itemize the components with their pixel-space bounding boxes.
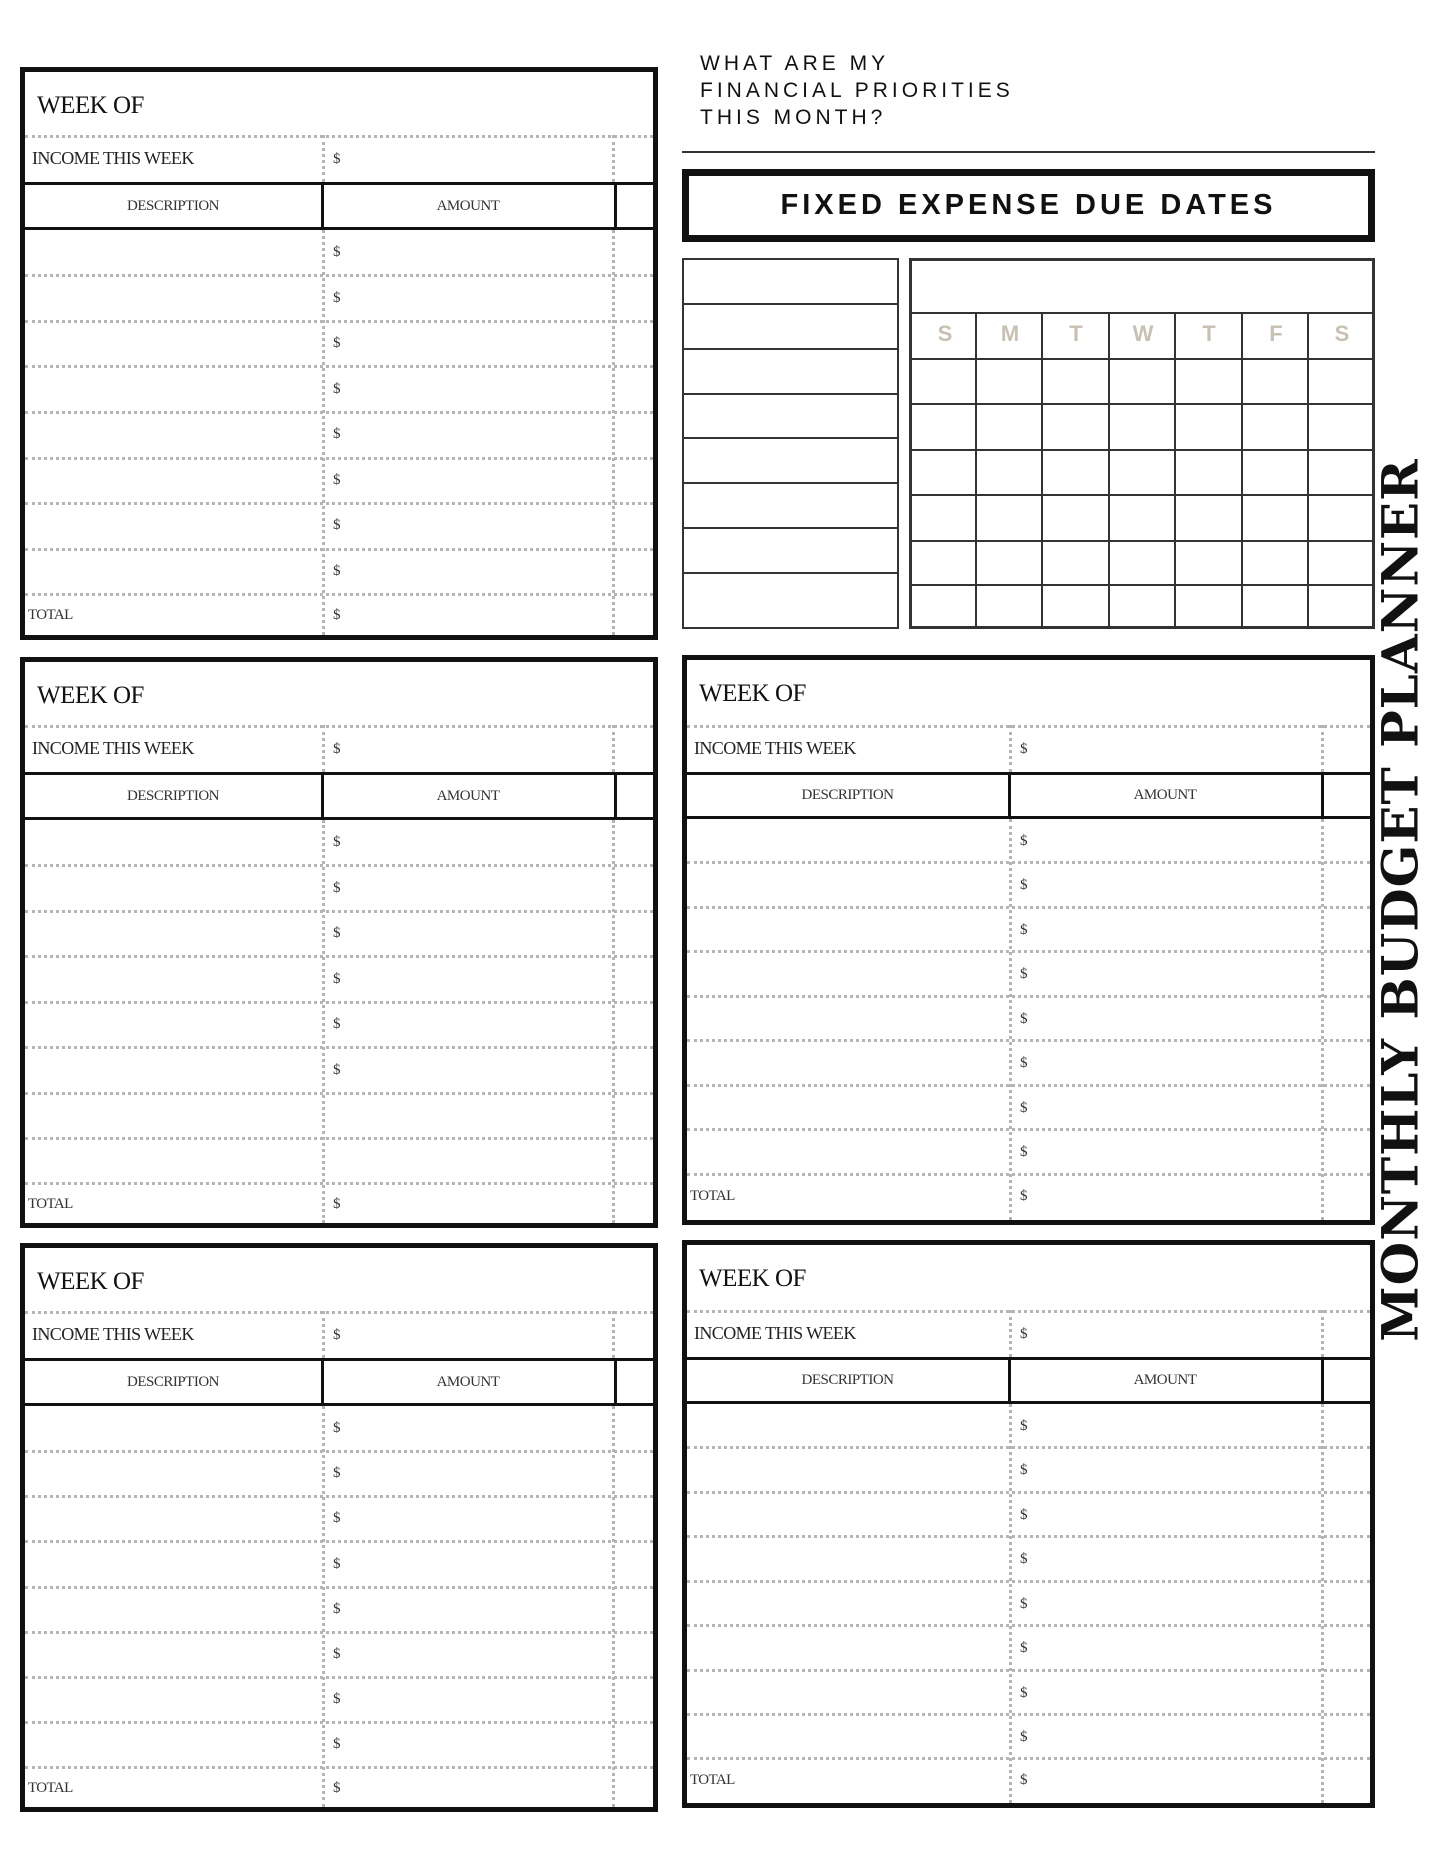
rule <box>25 864 653 867</box>
calendar-rule <box>912 403 1372 405</box>
income-label: INCOME THIS WEEK <box>694 1323 856 1343</box>
column-header <box>25 1358 653 1406</box>
week-block-3 <box>20 1243 658 1812</box>
rule <box>25 1766 653 1769</box>
total-amount-field[interactable]: $ <box>333 607 341 623</box>
expense-amount-field[interactable]: $ <box>333 971 341 987</box>
expense-amount-field[interactable]: $ <box>333 1646 341 1662</box>
rule <box>25 457 653 460</box>
expense-amount-field[interactable]: $ <box>333 426 341 442</box>
expense-amount-field[interactable]: $ <box>333 925 341 941</box>
rule <box>25 1046 653 1049</box>
rule <box>612 135 615 182</box>
rule <box>612 230 615 635</box>
expense-amount-field[interactable]: $ <box>1020 1640 1028 1656</box>
expense-amount-field[interactable]: $ <box>333 1062 341 1078</box>
expense-amount-field[interactable]: $ <box>333 1465 341 1481</box>
rule <box>25 411 653 414</box>
rule <box>25 1311 653 1314</box>
priorities-question: WHAT ARE MY FINANCIAL PRIORITIES THIS MONTH? <box>700 52 1014 129</box>
calendar-rule <box>1307 312 1309 626</box>
expense-amount-field[interactable]: $ <box>333 335 341 351</box>
rule <box>687 906 1370 909</box>
income-label: INCOME THIS WEEK <box>694 738 856 758</box>
rule <box>25 910 653 913</box>
income-amount-field[interactable]: $ <box>333 151 341 167</box>
rule <box>25 1092 653 1095</box>
income-amount-field[interactable]: $ <box>1020 1326 1028 1342</box>
rule <box>687 1310 1370 1313</box>
income-label: INCOME THIS WEEK <box>32 738 194 758</box>
calendar-rule <box>1108 312 1110 626</box>
income-amount-field[interactable]: $ <box>333 741 341 757</box>
list-row-divider <box>684 303 897 305</box>
expense-amount-field[interactable]: $ <box>1020 1685 1028 1701</box>
calendar-day-thu: T <box>1202 321 1216 346</box>
rule <box>322 1311 325 1358</box>
column-header <box>687 1357 1370 1404</box>
description-header: DESCRIPTION <box>126 197 219 214</box>
calendar-rule <box>975 312 977 626</box>
income-label: INCOME THIS WEEK <box>32 148 194 168</box>
rule <box>25 548 653 551</box>
rule <box>687 1757 1370 1760</box>
description-header: DESCRIPTION <box>801 787 894 803</box>
rule <box>322 820 325 1223</box>
amount-header: AMOUNT <box>436 197 500 214</box>
income-amount-field[interactable]: $ <box>1020 741 1028 757</box>
rule <box>687 1535 1370 1538</box>
rule <box>687 1491 1370 1494</box>
rule <box>1321 725 1324 772</box>
expense-amount-field[interactable]: $ <box>333 244 341 260</box>
planner-title: MONTHLY BUDGET PLANNER <box>1370 458 1430 1342</box>
calendar-rule <box>912 584 1372 586</box>
rule <box>612 1406 615 1807</box>
rule <box>25 1586 653 1589</box>
total-amount-field[interactable]: $ <box>1020 1188 1028 1204</box>
total-label: TOTAL <box>28 607 73 623</box>
description-header: DESCRIPTION <box>801 1372 894 1388</box>
expense-amount-field[interactable]: $ <box>1020 877 1028 893</box>
rule <box>687 1084 1370 1087</box>
calendar-rule <box>912 540 1372 542</box>
expense-amount-field[interactable]: $ <box>1020 1418 1028 1434</box>
rule <box>25 593 653 596</box>
total-label: TOTAL <box>690 1188 735 1204</box>
rule <box>687 950 1370 953</box>
expense-amount-field[interactable]: $ <box>333 834 341 850</box>
week-block-4 <box>682 655 1375 1225</box>
expense-amount-field[interactable]: $ <box>333 1691 341 1707</box>
rule <box>1009 819 1012 1220</box>
week-of-title: WEEK OF <box>37 682 144 709</box>
due-date-calendar <box>909 258 1375 629</box>
expense-amount-field[interactable]: $ <box>1020 1100 1028 1116</box>
expense-amount-field[interactable]: $ <box>1020 922 1028 938</box>
column-header <box>687 772 1370 819</box>
calendar-rule <box>1241 312 1243 626</box>
calendar-day-tue: T <box>1069 321 1083 346</box>
rule <box>322 230 325 635</box>
expense-amount-field[interactable]: $ <box>333 517 341 533</box>
rule <box>687 1713 1370 1716</box>
calendar-rule <box>1174 312 1176 626</box>
expense-amount-field[interactable]: $ <box>1020 1729 1028 1745</box>
expense-amount-field[interactable]: $ <box>333 290 341 306</box>
calendar-rule <box>912 358 1372 360</box>
rule <box>25 1631 653 1634</box>
calendar-rule <box>912 449 1372 451</box>
total-amount-field[interactable]: $ <box>333 1780 341 1796</box>
expense-amount-field[interactable]: $ <box>333 880 341 896</box>
rule <box>687 1624 1370 1627</box>
rule <box>687 725 1370 728</box>
expense-amount-field[interactable]: $ <box>1020 1596 1028 1612</box>
rule <box>25 1540 653 1543</box>
rule <box>25 955 653 958</box>
expense-amount-field[interactable]: $ <box>333 1420 341 1436</box>
rule <box>25 1450 653 1453</box>
rule <box>322 135 325 182</box>
rule <box>687 1446 1370 1449</box>
total-label: TOTAL <box>690 1772 735 1788</box>
rule <box>25 502 653 505</box>
list-row-divider <box>684 572 897 574</box>
expense-amount-field[interactable]: $ <box>1020 833 1028 849</box>
rule <box>1321 1360 1324 1401</box>
calendar-day-sun: S <box>937 321 953 346</box>
priorities-write-line[interactable] <box>682 151 1375 153</box>
rule <box>1009 1404 1012 1803</box>
week-of-title: WEEK OF <box>699 680 806 707</box>
expense-amount-field[interactable]: $ <box>333 381 341 397</box>
week-of-title: WEEK OF <box>37 1268 144 1295</box>
rule <box>614 1361 617 1403</box>
rule <box>687 995 1370 998</box>
rule <box>25 1182 653 1185</box>
rule <box>1009 725 1012 772</box>
description-header: DESCRIPTION <box>126 787 219 804</box>
rule <box>25 1137 653 1140</box>
description-header: DESCRIPTION <box>126 1373 219 1390</box>
list-row-divider <box>684 348 897 350</box>
rule <box>25 135 653 138</box>
week-of-title: WEEK OF <box>37 92 144 119</box>
rule <box>687 1173 1370 1176</box>
rule <box>25 365 653 368</box>
rule <box>25 274 653 277</box>
rule <box>25 1721 653 1724</box>
expense-amount-field[interactable]: $ <box>333 1510 341 1526</box>
expense-amount-field[interactable]: $ <box>1020 1144 1028 1160</box>
calendar-rule <box>1041 312 1043 626</box>
expense-amount-field[interactable]: $ <box>333 1736 341 1752</box>
amount-header: AMOUNT <box>1133 1372 1197 1388</box>
list-row-divider <box>684 393 897 395</box>
expense-amount-field[interactable]: $ <box>333 1556 341 1572</box>
income-label: INCOME THIS WEEK <box>32 1324 194 1344</box>
expense-amount-field[interactable]: $ <box>1020 1462 1028 1478</box>
rule <box>612 1311 615 1358</box>
fixed-expense-list <box>682 258 899 629</box>
week-block-5 <box>682 1240 1375 1808</box>
amount-header: AMOUNT <box>436 1373 500 1390</box>
calendar-day-wed: W <box>1132 321 1154 346</box>
expense-amount-field[interactable]: $ <box>1020 1055 1028 1071</box>
rule <box>687 861 1370 864</box>
rule <box>687 1580 1370 1583</box>
rule <box>614 185 617 227</box>
rule <box>322 1406 325 1807</box>
week-block-2 <box>20 657 658 1228</box>
calendar-rule <box>912 494 1372 496</box>
calendar-day-mon: M <box>1000 321 1020 346</box>
calendar-day-sat: S <box>1334 321 1350 346</box>
total-amount-field[interactable]: $ <box>333 1196 341 1212</box>
rule <box>25 320 653 323</box>
expense-amount-field[interactable]: $ <box>1020 1011 1028 1027</box>
income-amount-field[interactable]: $ <box>333 1327 341 1343</box>
list-row-divider <box>684 482 897 484</box>
fixed-expense-header: FIXED EXPENSE DUE DATES <box>682 169 1375 242</box>
week-block-1 <box>20 67 658 640</box>
column-header <box>25 772 653 820</box>
total-label: TOTAL <box>28 1780 73 1796</box>
rule <box>1321 775 1324 816</box>
expense-amount-field[interactable]: $ <box>1020 1507 1028 1523</box>
rule <box>687 1669 1370 1672</box>
rule <box>687 1128 1370 1131</box>
rule <box>322 725 325 772</box>
expense-amount-field[interactable]: $ <box>1020 966 1028 982</box>
column-header <box>25 182 653 230</box>
week-of-title: WEEK OF <box>699 1265 806 1292</box>
list-row-divider <box>684 437 897 439</box>
amount-header: AMOUNT <box>436 787 500 804</box>
calendar-day-fri: F <box>1269 321 1283 346</box>
expense-amount-field[interactable]: $ <box>333 472 341 488</box>
rule <box>1321 819 1324 1220</box>
rule <box>25 1676 653 1679</box>
calendar-rule <box>912 312 1372 314</box>
total-amount-field[interactable]: $ <box>1020 1772 1028 1788</box>
rule <box>25 1001 653 1004</box>
total-label: TOTAL <box>28 1196 73 1212</box>
amount-header: AMOUNT <box>1133 787 1197 803</box>
expense-amount-field[interactable]: $ <box>333 1016 341 1032</box>
rule <box>25 1495 653 1498</box>
rule <box>612 725 615 772</box>
rule <box>25 725 653 728</box>
rule <box>1009 1310 1012 1357</box>
expense-amount-field[interactable]: $ <box>333 563 341 579</box>
rule <box>614 775 617 817</box>
expense-amount-field[interactable]: $ <box>333 1601 341 1617</box>
rule <box>1321 1310 1324 1357</box>
rule <box>687 1039 1370 1042</box>
list-row-divider <box>684 527 897 529</box>
rule <box>1321 1404 1324 1803</box>
expense-amount-field[interactable]: $ <box>1020 1551 1028 1567</box>
rule <box>612 820 615 1223</box>
